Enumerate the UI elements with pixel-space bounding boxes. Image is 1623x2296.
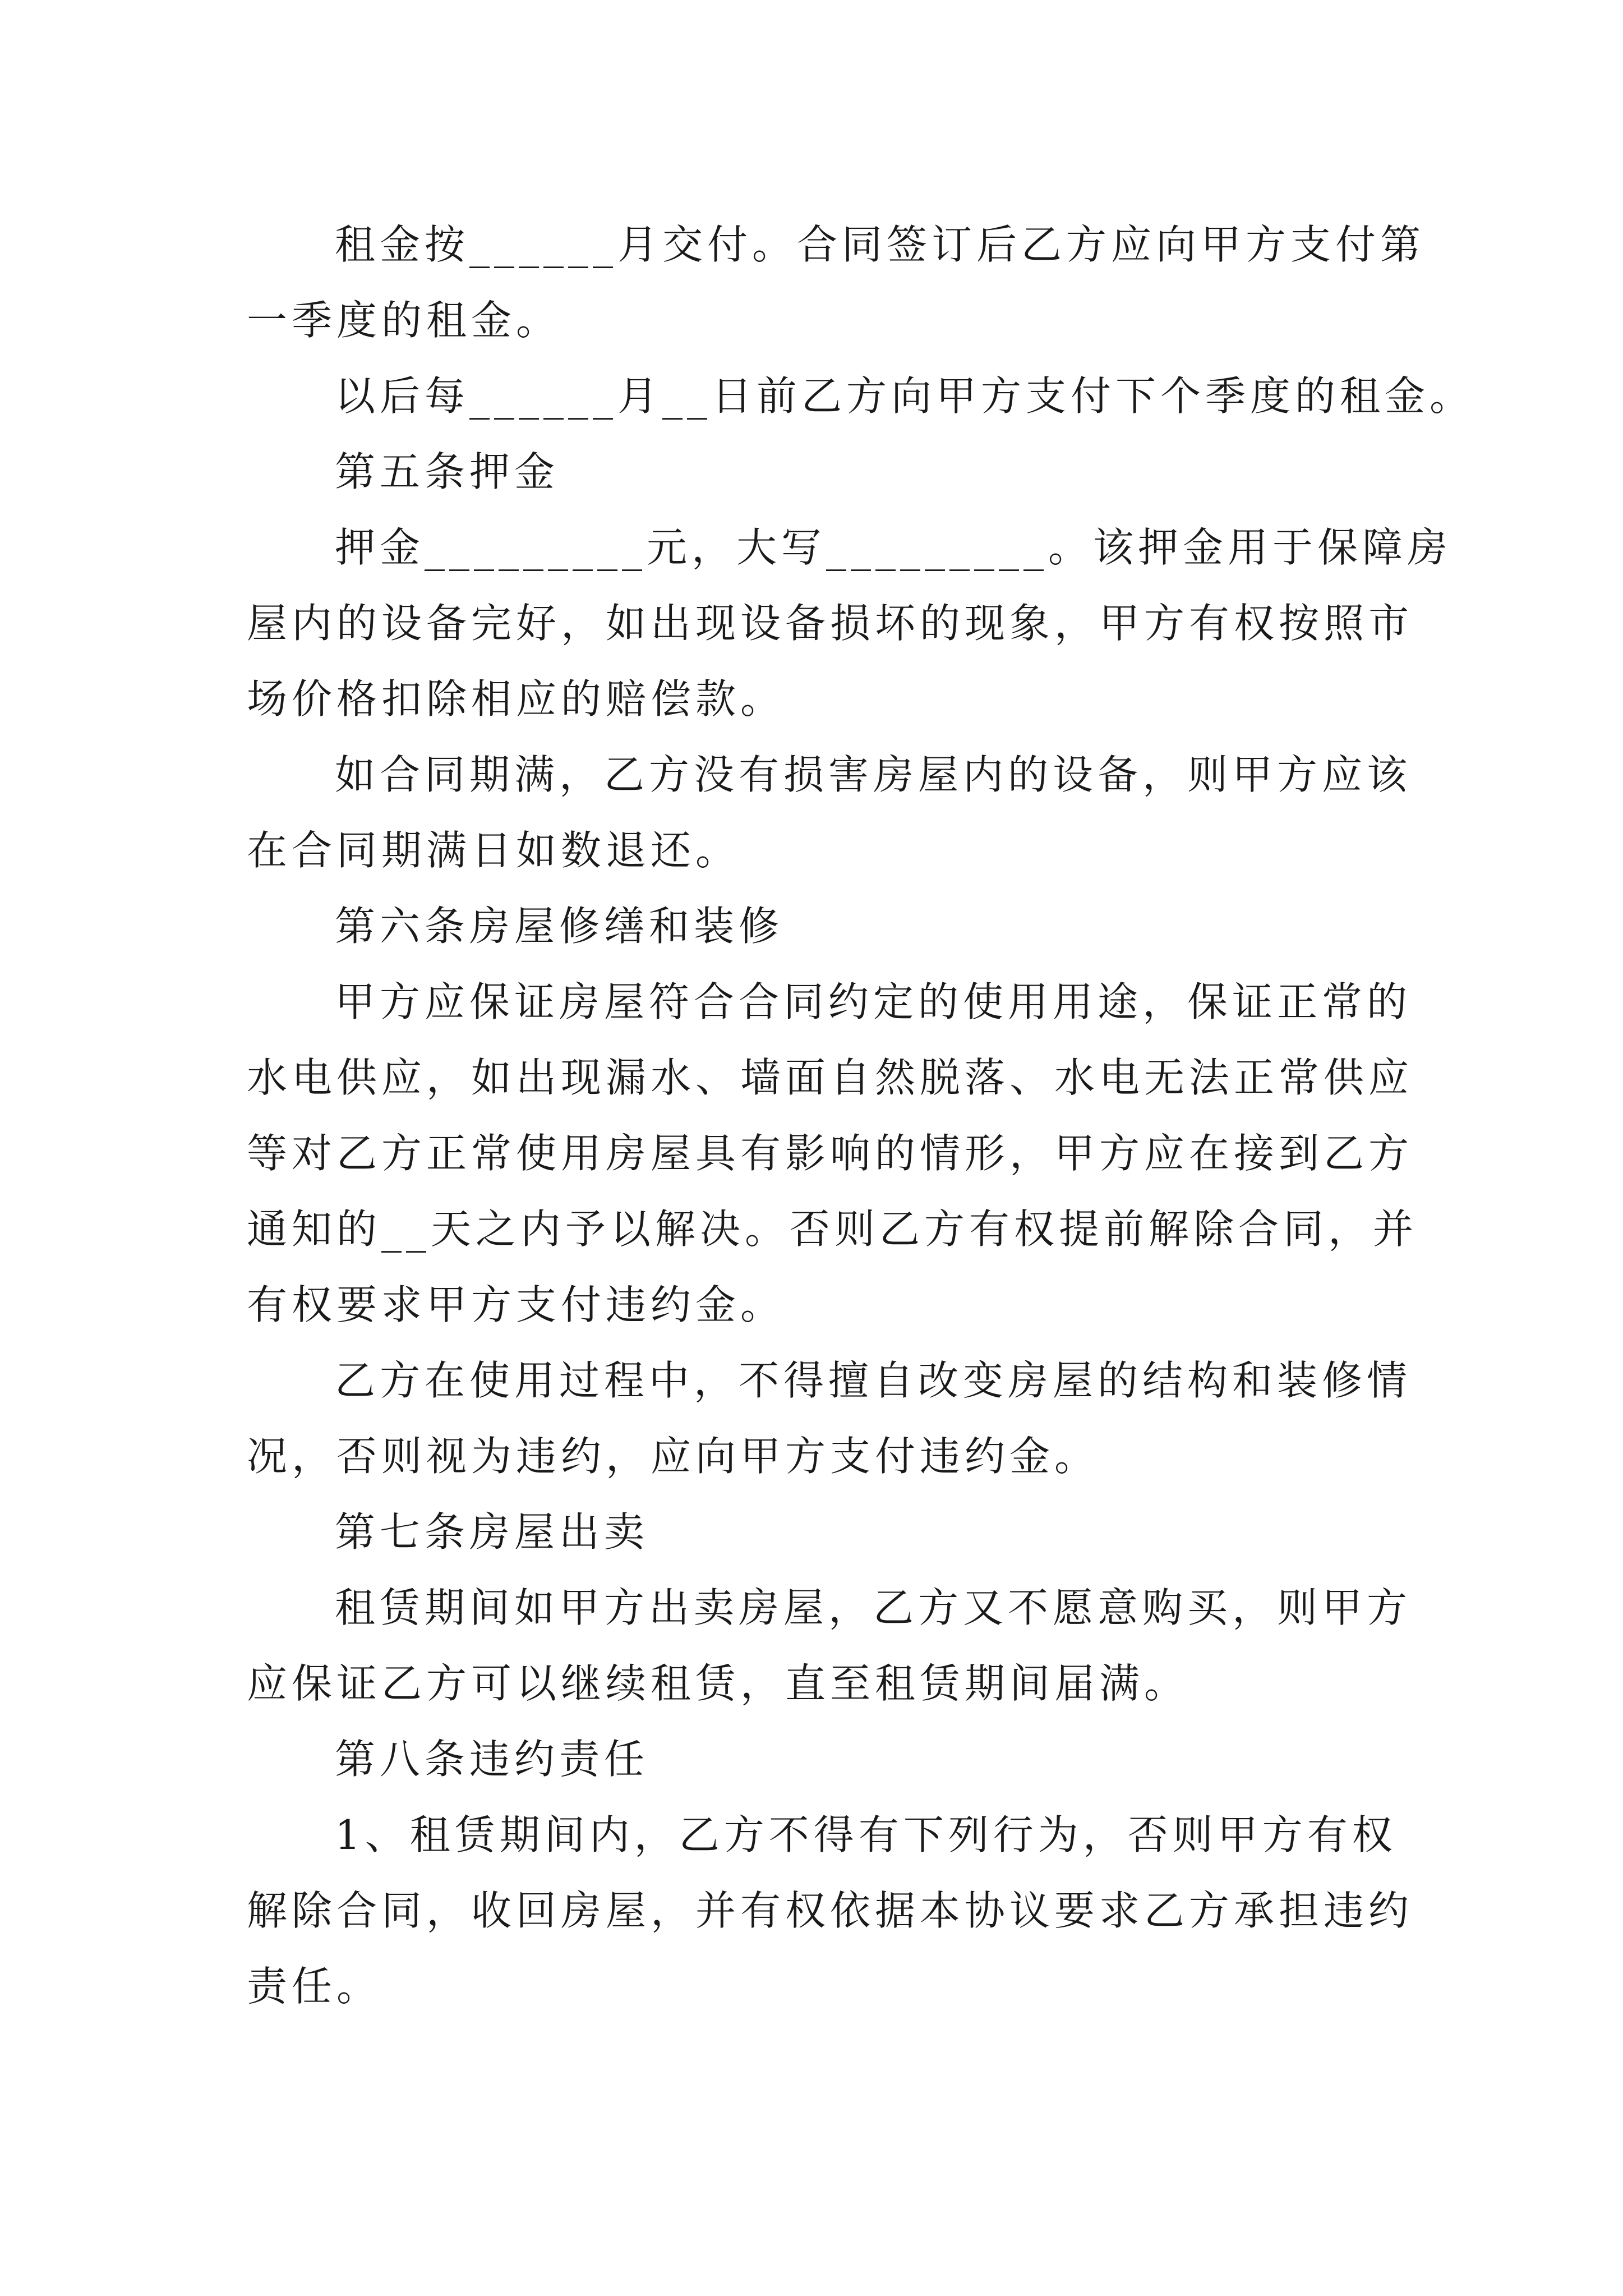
section-heading: 第八条违约责任 xyxy=(335,1736,649,1783)
paragraph-line: 如合同期满，乙方没有损害房屋内的设备，则甲方应该 xyxy=(335,751,1412,798)
section-heading: 第七条房屋出卖 xyxy=(335,1508,649,1556)
paragraph-line: 甲方应保证房屋符合合同约定的使用用途，保证正常的 xyxy=(335,978,1412,1025)
paragraph-line: 一季度的租金。 xyxy=(247,297,561,344)
paragraph-line: 等对乙方正常使用房屋具有影响的情形，甲方应在接到乙方 xyxy=(247,1130,1414,1177)
paragraph-line: 水电供应，如出现漏水、墙面自然脱落、水电无法正常供应 xyxy=(247,1054,1414,1101)
paragraph-line: 1、租赁期间内，乙方不得有下列行为，否则甲方有权 xyxy=(335,1811,1397,1858)
paragraph-line: 押金_________元，大写_________。该押金用于保障房 xyxy=(335,524,1453,571)
paragraph-line: 屋内的设备完好，如出现设备损坏的现象，甲方有权按照市 xyxy=(247,600,1414,647)
paragraph-line: 乙方在使用过程中，不得擅自改变房屋的结构和装修情 xyxy=(335,1357,1412,1404)
paragraph-line: 租金按______月交付。合同签订后乙方应向甲方支付第 xyxy=(335,221,1426,268)
paragraph-line: 以后每______月__日前乙方向甲方支付下个季度的租金。 xyxy=(335,372,1475,420)
section-heading: 第五条押金 xyxy=(335,448,560,495)
paragraph-line: 责任。 xyxy=(247,1963,382,2010)
paragraph-line: 况，否则视为违约，应向甲方支付违约金。 xyxy=(247,1433,1100,1480)
paragraph-line: 通知的__天之内予以解决。否则乙方有权提前解除合同，并 xyxy=(247,1205,1418,1253)
paragraph-line: 解除合同，收回房屋，并有权依据本协议要求乙方承担违约 xyxy=(247,1887,1414,1934)
paragraph-line: 在合同期满日如数退还。 xyxy=(247,827,741,874)
paragraph-line: 应保证乙方可以继续租赁，直至租赁期间届满。 xyxy=(247,1660,1189,1707)
paragraph-line: 租赁期间如甲方出卖房屋，乙方又不愿意购买，则甲方 xyxy=(335,1584,1412,1631)
paragraph-line: 场价格扣除相应的赔偿款。 xyxy=(247,675,786,723)
paragraph-line: 有权要求甲方支付违约金。 xyxy=(247,1281,786,1328)
section-heading: 第六条房屋修缮和装修 xyxy=(335,903,784,950)
